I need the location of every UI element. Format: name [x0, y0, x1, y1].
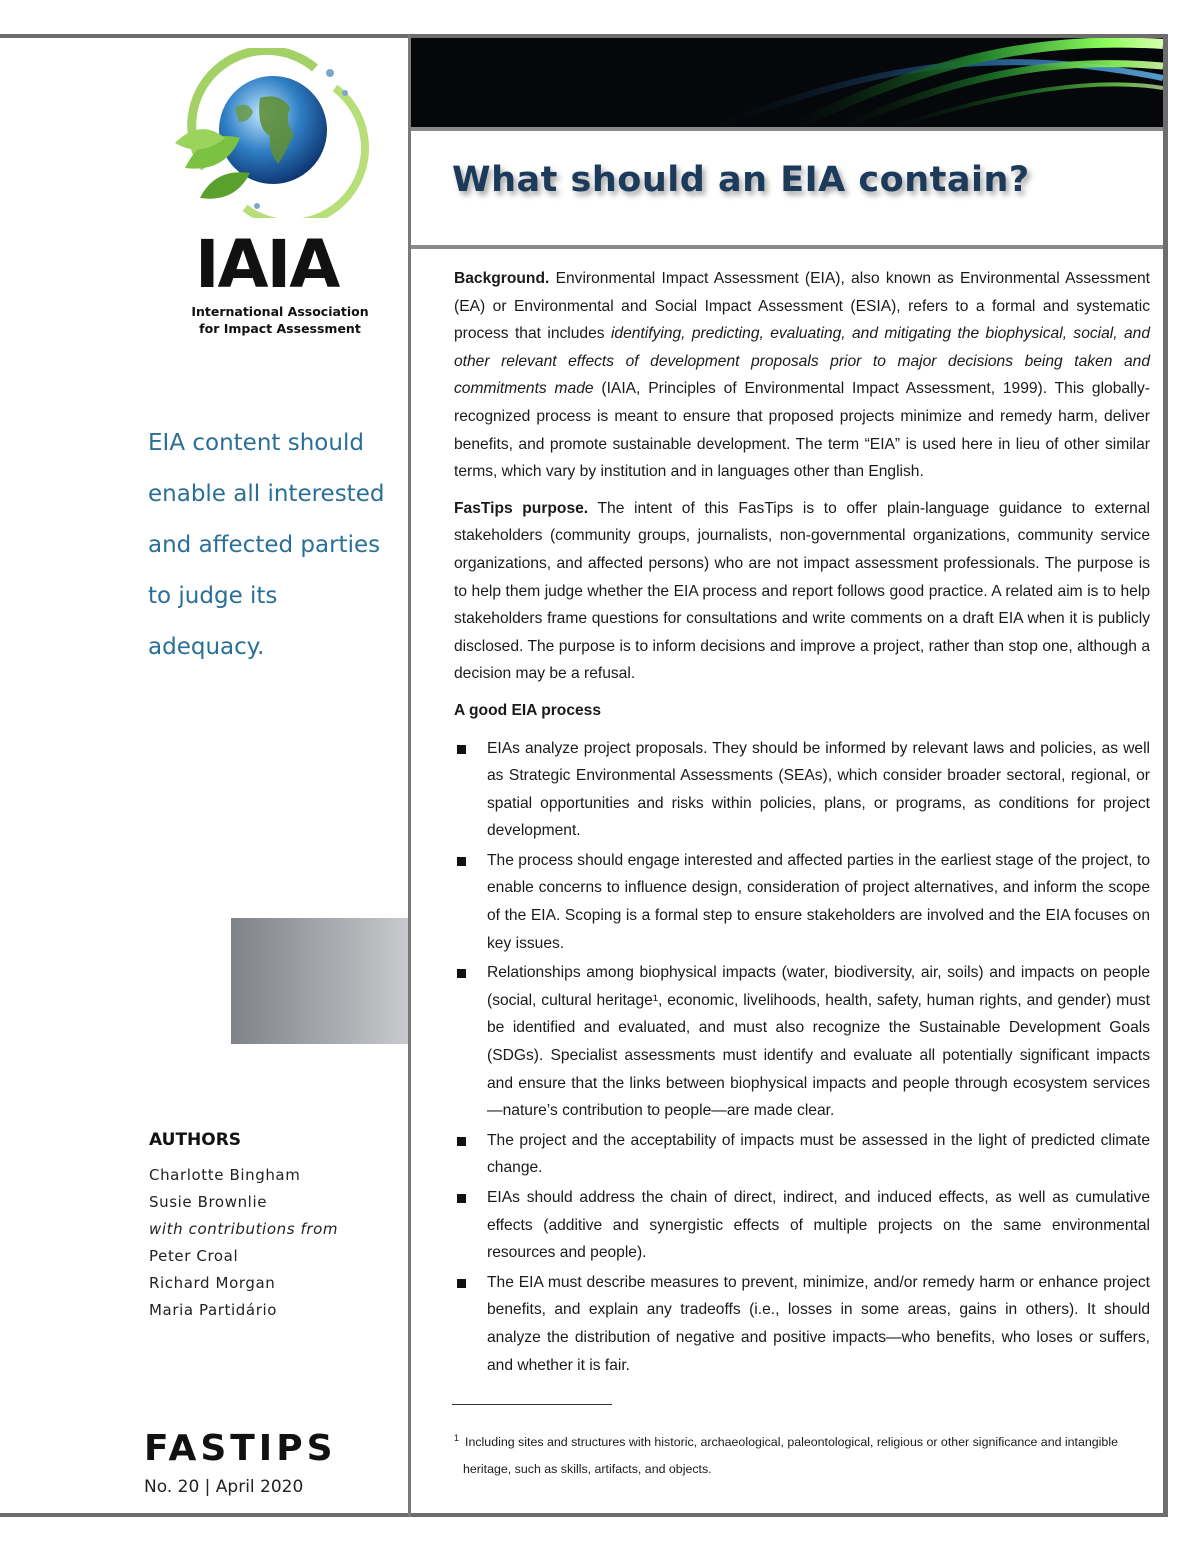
list-item — [454, 959, 1150, 1125]
authors-heading: AUTHORS — [149, 1130, 242, 1150]
frame-bottom-border — [0, 1513, 1168, 1517]
footnote — [454, 1425, 1150, 1483]
globe-logo-icon — [165, 48, 375, 218]
footnote-marker: 1 — [454, 1433, 460, 1443]
author-name: Susie Brownlie — [149, 1193, 268, 1211]
pull-quote: EIA content should enable all interested and affected parties to judge its adequacy. — [148, 430, 385, 660]
contributor-name: Maria Partidário — [149, 1301, 278, 1319]
square-bullet-icon — [457, 969, 466, 978]
square-bullet-icon — [457, 857, 466, 866]
frame-right-border — [1163, 34, 1168, 1517]
background-paragraph — [454, 265, 1150, 486]
issue-number-date: No. 20 | April 2020 — [144, 1477, 304, 1497]
purpose-paragraph — [454, 495, 1150, 688]
square-bullet-icon — [457, 1137, 466, 1146]
list-item — [454, 1269, 1150, 1379]
purpose-text: The intent of this FasTips is to offer plain-language guidance to external stakeholders (community groups, journalists, non-governmental organizations, community service organizations, and affected persons) who are not impact assessment professionals. The purpose is to help them judge whether the EIA process and report follows good practice. A related aim is to help stakeholders frame questions for consultations and write comments on a draft EIA when it is publicly disclosed. The purpose is to inform decisions and improve a project, rather than stop one, although a decision may be a refusal. — [454, 499, 1150, 683]
list-item — [454, 847, 1150, 957]
section-heading: A good EIA process — [454, 701, 602, 719]
green-light-streak-graphic — [411, 38, 1163, 128]
purpose-lead: FasTips purpose. — [454, 499, 589, 517]
header-banner-image — [411, 38, 1163, 128]
square-bullet-icon — [457, 1279, 466, 1288]
background-lead: Background. — [454, 270, 550, 287]
organization-name — [180, 303, 380, 337]
square-bullet-icon — [457, 1194, 466, 1203]
list-item-text: EIAs should address the chain of direct, indirect, and induced effects, as well as cumulative effects (additive and synergistic effects of multiple projects on the same environmental resources and people). — [487, 1189, 1150, 1262]
list-item-text: The process should engage interested and affected parties in the earliest stage of the project, to enable concerns to influence design, consideration of project alternatives, and inform the scope of the EIA. Scoping is a formal step to ensure stakeholders are involved and the EIA focuses on key issues. — [487, 851, 1150, 952]
list-item-text: The EIA must describe measures to prevent, minimize, and/or remedy harm or enhance project benefits, and explain any tradeoffs (i.e., losses in some areas, gains in others). It should analyze the distribution of negative and positive impacts—who benefits, who loses or suffers, and whether it is fair. — [487, 1273, 1150, 1374]
footnote-rule — [452, 1404, 612, 1405]
footnote-line-2: heritage, such as skills, artifacts, and objects. — [463, 1462, 712, 1477]
background-text-1: Environmental Impact Assessment (EIA), also known as Environmental Assessment (EA) or Environmental and Social Impact Assessment (ESIA), refers to a formal and systematic process that includes — [454, 270, 1150, 343]
title-rule — [411, 245, 1163, 249]
authors-section — [149, 1130, 399, 1324]
series-name: FASTIPS — [144, 1428, 337, 1469]
organization-name-line1: International Association — [191, 304, 369, 319]
process-bullet-list — [454, 735, 1150, 1380]
page-title: What should an EIA contain? — [452, 160, 1030, 200]
list-item — [454, 1184, 1150, 1267]
banner-divider — [411, 127, 1163, 131]
list-item-text: The project and the acceptability of impacts must be assessed in the light of predicted climate change. — [487, 1131, 1150, 1177]
author-name: Charlotte Bingham — [149, 1166, 301, 1184]
footnote-text-1: Including sites and structures with historic, archaeological, paleontological, religious or other significance and intangible — [465, 1435, 1118, 1450]
decorative-grey-box — [231, 918, 408, 1044]
main-body-text — [454, 265, 1150, 1381]
contributions-label: with contributions from — [149, 1220, 339, 1238]
column-divider — [408, 34, 411, 1517]
iaia-wordmark: IAIA — [195, 226, 339, 303]
list-item — [454, 1127, 1150, 1182]
list-item-text: Relationships among biophysical impacts (water, biodiversity, air, soils) and impacts on people (social, cultural heritage¹, economic, livelihoods, health, safety, human rights, and gender) must be identified and evaluated, and must also recognize the Sustainable Development Goals (SDGs). Specialist assessments must identify and evaluate all potentially significant impacts and ensure that the links between biophysical impacts and people through ecosystem services—nature’s contribution to people—are made clear. — [487, 964, 1150, 1120]
contributor-name: Richard Morgan — [149, 1274, 276, 1292]
square-bullet-icon — [457, 745, 466, 754]
footnote-line-1 — [454, 1425, 1150, 1456]
list-item — [454, 735, 1150, 845]
contributor-name: Peter Croal — [149, 1247, 239, 1265]
list-item-text: EIAs analyze project proposals. They should be informed by relevant laws and policies, as well as Strategic Environmental Assessments (SEAs), which consider broader sectoral, regional, or spatial opportunities and risks within policies, plans, or programs, as conditions for project development. — [487, 739, 1150, 840]
background-text-2: (IAIA, Principles of Environmental Impact Assessment, 1999). This globally-recognized process is meant to ensure that proposed projects minimize and remedy harm, deliver benefits, and promote sustainable development. The term “EIA” is used here in lieu of other similar terms, which vary by institution and in languages other than English. — [454, 380, 1150, 481]
background-italic: identifying, predicting, evaluating, and mitigating the biophysical, social, and other relevant effects of development proposals prior to major decisions being taken and commitments made — [454, 325, 1150, 398]
organization-name-line2: for Impact Assessment — [199, 321, 361, 336]
